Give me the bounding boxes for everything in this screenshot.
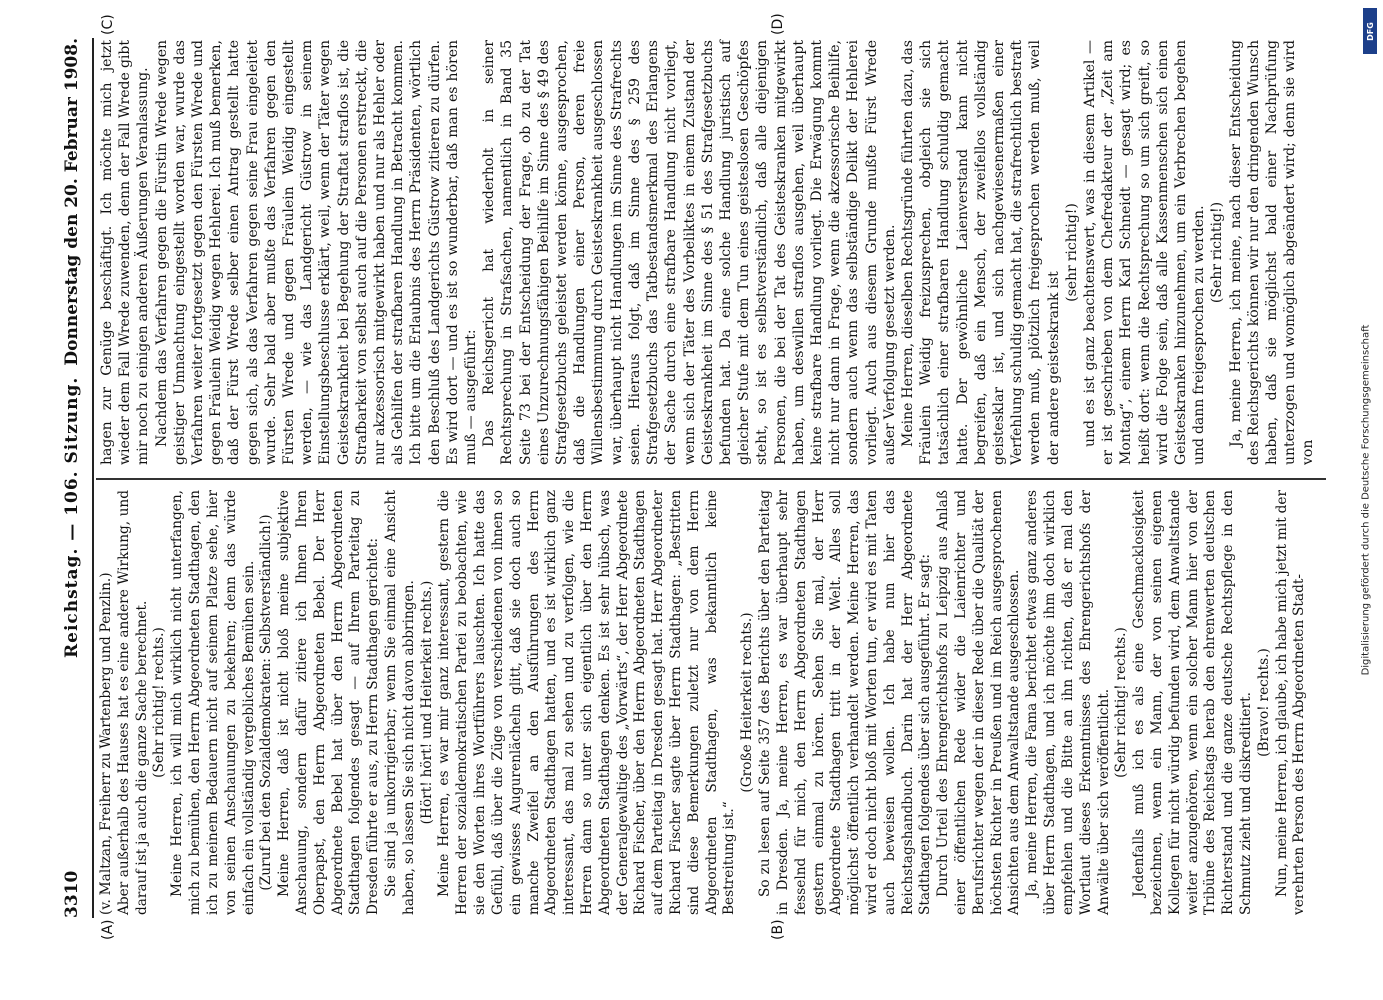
paragraph: Durch Urteil des Ehrengerichtshofs zu Leipzig aus Anlaß einer öffentlichen Rede wider die Laienrichter und Berufsrichter wegen der in dieser Rede über die Qualität der höchsten Richter in Preußen und im Reich ausgesprochenen Ansichten aus dem Anwaltstande ausgeschlossen. bbox=[935, 490, 1023, 915]
session-date: Donnerstag den 20. Februar 1908. bbox=[62, 38, 82, 366]
paragraph: Ja, meine Herren, die Fama berichtet etwas ganz anderes über Herrn Stadthagen, und ich möchte ihm doch wirklich empfehlen und die Bitte an ihn richten, daß er mal den Wortlaut dieses Erkenntnisses des Ehrengerichtshofs der Anwälte über sich veröffentlicht. bbox=[1024, 490, 1112, 915]
paragraph: Nachdem das Verfahren gegen die Fürstin Wrede wegen geistiger Umnachtung eingestellt worden war, wurde das Verfahren weiter fortgesetzt gegen den Fürsten Wrede und gegen Fräulein Weidig wegen Hehlerei. Ich muß bemerken, daß der Fürst Wrede selber einen Antrag gestellt hatte gegen sich, als das Verfahren gegen seine Frau eingeleitet wurde. Sehr bald aber mußte das Verfahren gegen den Fürsten Wrede und gegen Fräulein Weidig eingestellt werden, — wie das Landgericht Güstrow in seinem Einstellungsbeschlusse erklärt, weil, wenn der Täter wegen Geisteskrankheit bei Begehung der Straftat straflos ist, die Strafbarkeit von selbst auch auf die Personen erstreckt, die nur akzessorisch mitgewirkt haben und nur als Hehler oder als Gehilfen der strafbaren Handlung in Betracht kommen. Ich bitte um die Erlaubnis des Herrn Präsidenten, wörtlich den Beschluß des Landgerichts Güstrow zitieren zu dürfen. Es wird dort — und es ist so wunderbar, daß man es hören muß — ausgeführt: bbox=[153, 40, 480, 465]
dfg-logo bbox=[1363, 8, 1377, 54]
digitization-note bbox=[1357, 70, 1375, 930]
paragraph: So zu lesen auf Seite 357 des Berichts über den Parteitag in Dresden. Ja, meine Herren, es war überhaupt sehr fesselnd für mich, den Herrn Abgeordneten Stadthagen gestern einmal zu hören. Sehen Sie mal, der Herr Abgeordnete Stadthagen tritt in der Welt. Alles soll möglichst öffentlich verhandelt werden. Meine Herren, das wird er doch nicht bloß mit Worten tun, er wird es mit Taten auch beweisen wollen. Ich habe nun hier das Reichstagshandbuch. Darin hat der Herr Abgeordnete Stadthagen folgendes über sich ausgeführt. Er sagt: bbox=[757, 490, 934, 915]
session-title: Reichstag. — 106. Sitzung. bbox=[62, 376, 82, 658]
paragraph: hagen zur Genüge beschäftigt. Ich möchte mich jetzt wieder dem Fall Wrede zuwenden, denn der Fall Wrede gibt mir noch zu einigen anderen Äußerungen Veranlassung. bbox=[99, 40, 152, 465]
margin-mark-c: (C) bbox=[100, 14, 116, 35]
paragraph: Jedenfalls muß ich es als eine Geschmacklosigkeit bezeichnen, wenn ein Mann, der von seinen eigenen Kollegen für nicht würdig befunden wird, dem Anwaltstande weiter anzugehören, wenn ein solcher Mann hier von der Tribüne des Reichstags herab den ehrenwerten deutschen Richterstand und die ganze deutsche Rechtspflege in den Schmutz zieht und diskreditiert. bbox=[1131, 490, 1254, 915]
right-column bbox=[98, 40, 1318, 465]
paragraph: und es ist ganz beachtenswert, was in diesem Artikel — er ist geschrieben von dem Chefredakteur der „Zeit am Montag“, einem Herrn Karl Schneidt — gesagt wird; es heißt dort: wenn die Rechtsprechung so um sich greift, so wird die Folge sein, daß alle Kassenmenschen sich einen Geisteskranken hinzunehmen, um ein Verbrechen begehen und dann freigesprochen zu werden. bbox=[1081, 40, 1208, 465]
paragraph: Das Reichsgericht hat wiederholt in seiner Rechtsprechung in Strafsachen, namentlich in Band 35 Seite 73 bei der Entscheidung der Frage, ob zu der Tat eines Unzurechnungsfähigen Beihilfe im Sinne des § 49 des Strafgesetzbuchs geleistet werden könne, ausgesprochen, daß die Handlungen einer Person, deren freie Willensbestimmung durch Geisteskrankheit ausgeschlossen war, überhaupt nicht Handlungen im Sinne des Strafrechts seien. Hieraus folgt, daß im Sinne des § 259 des Strafgesetzbuchs das Tatbestandsmerkmal des Erlangens der Sache durch eine strafbare Handlung nicht vorliegt, wenn sich der Täter des Vorbeliktes in einem Zustand der Geisteskrankheit im Sinne des § 51 des Strafgesetzbuchs befunden hat. Da eine solche Handlung juristisch auf gleicher Stufe mit dem Tun eines geisteslosen Geschöpfes steht, so ist es selbstverständlich, daß alle diejenigen Personen, die bei der Tat des Geisteskranken mitgewirkt haben, um deswillen straflos ausgehen, weil überhaupt keine strafbare Handlung vorliegt. Die Erwägung kommt nicht nur dann in Frage, wenn die akzessorische Beihilfe, sondern auch wenn das selbständige Delikt der Hehlerei vorliegt. Auch aus diesem Grunde mußte Fürst Wrede außer Verfolgung gesetzt werden. bbox=[481, 40, 898, 465]
interjection: (Hört! hört! und Heiterkeit rechts.) bbox=[418, 580, 435, 825]
interjection: (Sehr richtig! rechts.) bbox=[1113, 627, 1130, 778]
interjection: (Zuruf bei den Sozialdemokraten: Selbstverständlich!) bbox=[258, 514, 275, 891]
paragraph: Sie sind ja unkorrigierbar; wenn Sie einmal eine Ansicht haben, so lassen Sie sich nicht davon abbringen. bbox=[383, 490, 417, 915]
paragraph: Aber außerhalb des Hauses hat es eine andere Wirkung, und darauf ist ja auch die ganze Sache berechnet. bbox=[115, 490, 150, 915]
logo-text: DFG bbox=[1365, 21, 1375, 41]
paragraph: Nun, meine Herren, ich glaube, ich habe mich jetzt mit der verehrten Person des Herrn Abgeordneten Stadt- bbox=[1273, 490, 1308, 915]
paragraph: (v. Maltzan, Freiherr zu Wartenberg und Penzlin.) bbox=[98, 572, 114, 915]
header-rule bbox=[92, 38, 94, 918]
paragraph: Meine Herren, es war mir ganz interessant, gestern die Herren der sozialdemokratischen Partei zu beobachten, wie sie den Worten ihres Wortführers lauschten. Ich hatte das Gefühl, daß über die Züge von verschiedenen von ihnen so ein gewisses Augurenlächeln glitt, daß sie doch auch so manche Zweifel an den Ausführungen des Herrn Abgeordneten Stadthagen hatten, und es ist wirklich ganz interessant, das mal zu sehen und zu verfolgen, wie die Herren dann so unter sich eigentlich über den Herrn Abgeordneten Stadthagen denken. Es ist sehr hübsch, was der Generalgewaltige des „Vorwärts“, der Herr Abgeordnete Richard Fischer, über den Herrn Abgeordneten Stadthagen auf dem Parteitag in Dresden gesagt hat. Herr Abgeordneter Richard Fischer sagte über Herrn Stadthagen: „Bestritten sind diese Bemerkungen zuletzt nur von dem Herrn Abgeordneten Stadthagen, was bekanntlich keine Bestreitung ist.“ bbox=[436, 490, 738, 915]
paragraph: Meine Herren, dieselben Rechtsgründe führten dazu, das Fräulein Weidig freizusprechen, obgleich sie sich tatsächlich einer strafbaren Handlung schuldig gemacht hatte. Der gewöhnliche Laienverstand kann nicht begreifen, daß ein Mensch, der zweifellos vollständig geistesklar ist, und sich nachgewiesenermaßen einer Verfehlung schuldig gemacht hat, die strafrechtlich bestraft werden muß, plötzlich freigesprochen werden muß, weil der andere geisteskrank ist bbox=[899, 40, 1062, 465]
margin-mark-b: (B) bbox=[770, 919, 786, 940]
interjection: (Große Heiterkeit rechts.) bbox=[739, 612, 756, 793]
page-header bbox=[50, 38, 90, 918]
margin-mark-a: (A) bbox=[100, 919, 116, 940]
paragraph: Meine Herren, ich will mich wirklich nicht unterfangen, mich zu bemühen, den Herrn Abgeordneten Stadthagen, den ich zu meinem Bedauern nicht auf seinem Platze sehe, hier von seinen Anschauungen zu bekehren; denn das würde einfach ein vollständig vergebliches Bemühen sein. bbox=[169, 490, 257, 915]
digitization-note-text: Digitalisierung gefördert durch die Deutsche Forschungsgemeinschaft bbox=[1360, 324, 1372, 676]
interjection: (Sehr richtig! rechts.) bbox=[151, 627, 168, 778]
interjection: (Sehr richtig!) bbox=[1209, 201, 1226, 304]
interjection: (sehr richtig!) bbox=[1063, 203, 1080, 302]
page-number: 3310 bbox=[62, 870, 82, 918]
paragraph: Meine Herren, daß ist nicht bloß meine subjektive Anschauung, sondern dafür zitiere ich Ihnen Ihren Oberpapst, den Herrn Abgeordneten Bebel. Der Herr Abgeordnete Bebel hat über den Herrn Abgeordneten Stadthagen folgendes gesagt — auf Ihrem Parteitag zu Dresden führte er aus, zu Herrn Stadthagen gerichtet: bbox=[276, 490, 382, 915]
column-divider bbox=[96, 479, 1326, 481]
left-column bbox=[98, 490, 1309, 915]
interjection: (Bravo! rechts.) bbox=[1255, 648, 1272, 757]
paragraph: Ja, meine Herren, ich meine, nach dieser Entscheidung des Reichsgerichts können wir nur den dringenden Wunsch haben, daß sie möglichst bald einer Nachprüfung unterzogen und womöglich abgeändert wird; denn sie wird von bbox=[1227, 40, 1317, 465]
margin-mark-d: (D) bbox=[770, 13, 786, 35]
